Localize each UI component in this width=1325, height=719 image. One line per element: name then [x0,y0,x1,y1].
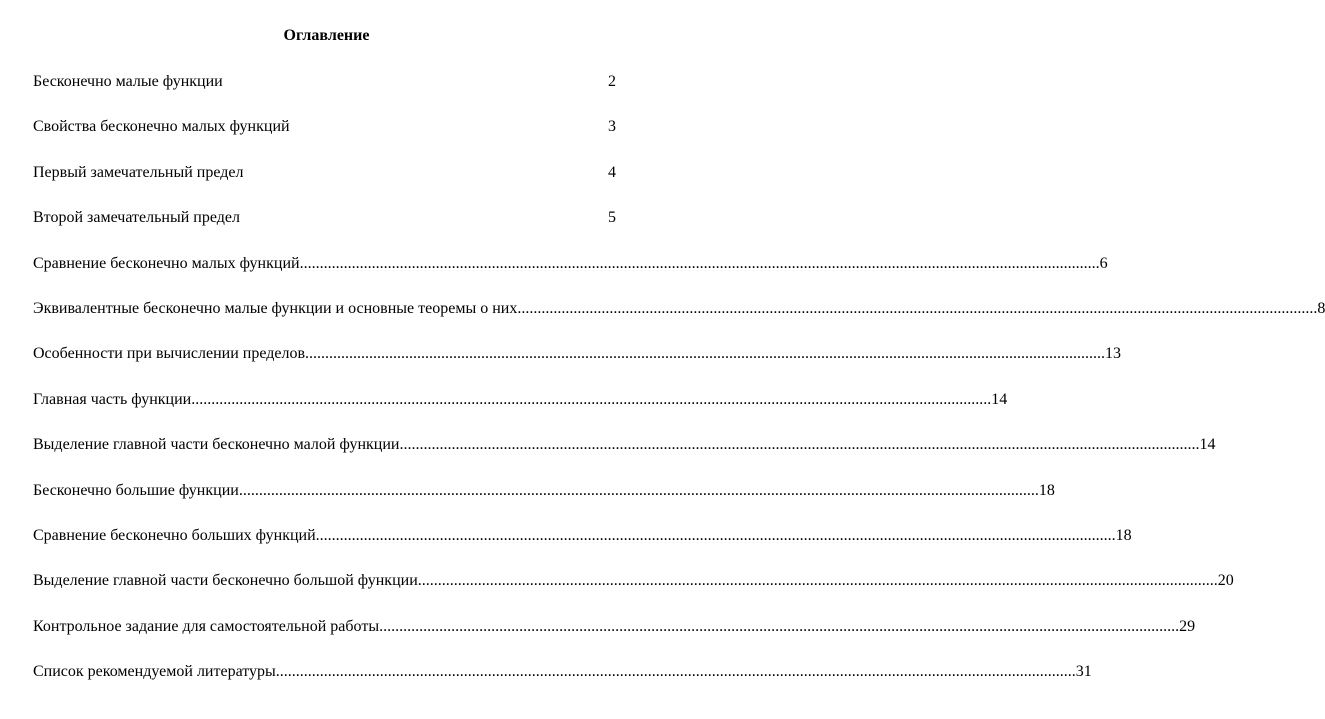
toc-entry-page: 8 [1317,299,1325,317]
toc-leader: ........................................................................................................................................................................................................ [379,617,1180,635]
toc-entry-label: Свойства бесконечно малых функций [33,118,290,136]
toc-entry [33,571,1234,616]
toc-entry [33,208,626,253]
toc-entry-page: 31 [1075,663,1092,681]
toc-entry-label: Второй замечательный предел [33,209,240,227]
toc-entry [33,72,626,117]
toc-entry-label: Эквивалентные бесконечно малые функции и основные теоремы о них [33,299,518,317]
toc-entry [33,481,1055,526]
toc-entry [33,435,1216,480]
toc-entry-label: Главная часть функции [33,390,192,408]
toc-entry-page: 14 [1199,436,1216,454]
toc-entry-page: 13 [1105,345,1122,363]
toc-entry-page: 18 [1038,481,1055,499]
toc-entry [33,526,1132,571]
toc-entry-page: 20 [1217,572,1234,590]
toc-entry-label: Выделение главной части бесконечно большой функции [33,572,418,590]
toc-leader: ........................................................................................................................................................................................................ [299,254,1100,272]
toc-entry-page: 29 [1179,617,1196,635]
toc-leader: ........................................................................................................................................................................................................ [417,572,1218,590]
toc-leader: ........................................................................................................................................................................................................ [315,526,1116,544]
toc-entry-page: 4 [608,163,616,181]
toc-entry-label: Сравнение бесконечно малых функций [33,254,300,272]
toc-entry [33,163,626,208]
toc-entry [33,617,1196,662]
toc-leader: ........................................................................................................................................................................................................ [399,436,1200,454]
table-of-contents [33,72,1325,707]
toc-leader: ........................................................................................................................................................................................................ [238,481,1039,499]
toc-title: Оглавление [283,27,370,44]
toc-leader: ........................................................................................................................................................................................................ [191,390,992,408]
toc-entry-label: Выделение главной части бесконечно малой функции [33,436,400,454]
toc-leader: ........................................................................................................................................................................................................ [275,663,1076,681]
toc-entry [33,662,1092,707]
toc-entry-label: Особенности при вычислении пределов [33,345,306,363]
toc-entry-label: Сравнение бесконечно больших функций [33,526,316,544]
toc-entry [33,299,1325,344]
toc-entry-page: 3 [608,118,616,136]
toc-entry-page: 5 [608,209,616,227]
toc-entry-label: Первый замечательный предел [33,163,244,181]
toc-entry [33,390,1008,435]
toc-entry [33,117,626,162]
toc-entry-label: Контрольное задание для самостоятельной работы [33,617,380,635]
toc-entry-label: Бесконечно малые функции [33,73,223,90]
toc-entry-page: 14 [991,390,1008,408]
toc-entry-page: 18 [1115,526,1132,544]
toc-entry-label: Бесконечно большие функции [33,481,239,499]
toc-entry [33,344,1122,389]
toc-entry-label: Список рекомендуемой литературы [33,663,276,681]
toc-entry [33,254,1108,299]
toc-leader: ........................................................................................................................................................................................................ [517,299,1318,317]
toc-entry-page: 2 [608,73,616,90]
toc-entry-page: 6 [1099,254,1108,272]
toc-leader: ........................................................................................................................................................................................................ [305,345,1106,363]
